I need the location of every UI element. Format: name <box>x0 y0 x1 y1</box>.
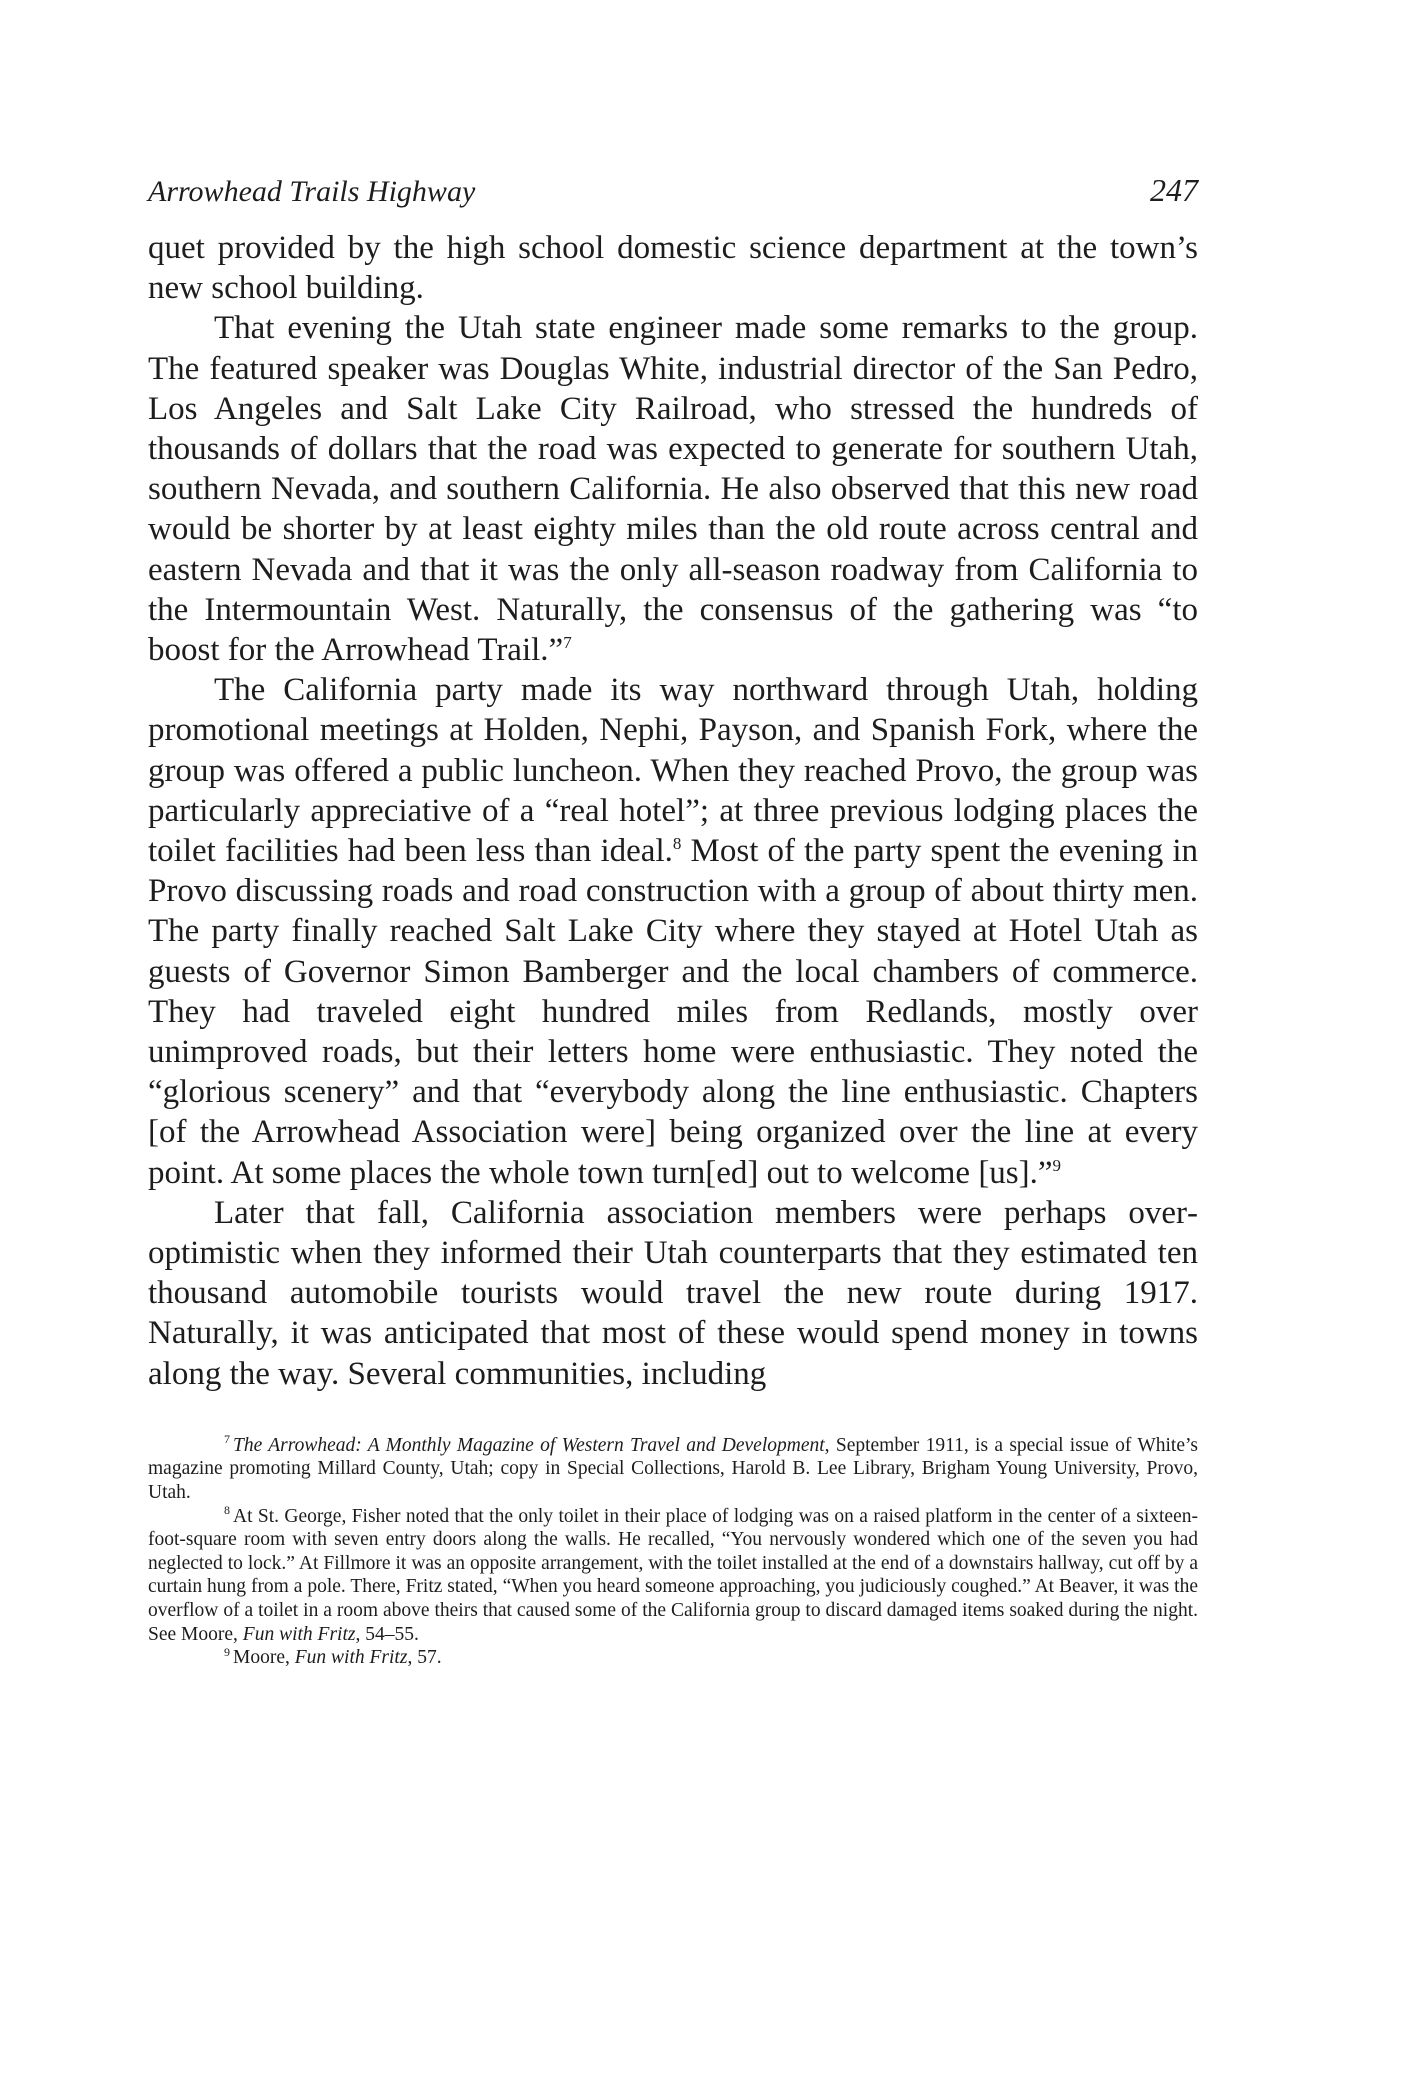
footnote-ref-8[interactable]: 8 <box>672 834 682 854</box>
footnote-9-number: 9 <box>224 1644 230 1659</box>
footnote-9 <box>148 1646 1198 1670</box>
paragraph-3-text-b: Most of the party spent the evening in Provo discussing roads and road construction with a group of about thirty men. The party finally reached Salt Lake City where they stayed at Hotel Utah as guests of Governor Simon Bamberger and the local chambers of commerce. They had traveled eight hundred miles from Redlands, mostly over unimproved roads, but their letters home were enthusiastic. They noted the “glorious scenery” and that “everybody along the line enthusiastic. Chapters [of the Arrowhead Association were] being organized over the line at every point. At some places the whole town turn[ed] out to welcome [us].” <box>148 833 1198 1191</box>
footnote-ref-7[interactable]: 7 <box>563 633 572 653</box>
running-head-title: Arrowhead Trails Highway <box>148 175 476 208</box>
footnote-8 <box>148 1505 1198 1647</box>
footnote-8-number: 8 <box>224 1503 230 1518</box>
paragraph-1 <box>148 228 1198 308</box>
footnote-9-text-a: Moore, <box>233 1647 295 1669</box>
paragraph-4-text: Later that fall, California association members were perhaps overoptimistic when they informed their Utah counterparts that they estimated ten thousand automobile tourists would travel the new route during 1917. Naturally, it was anticipated that most of these would spend money in towns along the way. Several communities, including <box>148 1194 1198 1392</box>
footnote-8-text-a: At St. George, Fisher noted that the only toilet in their place of lodging was on a raised platform in the center of a sixteen-foot-square room with seven entry doors along the walls. He recalled, “You nervously wondered which one of the seven you had neglected to lock.” At Fillmore it was an opposite arrangement, with the toilet installed at the end of a downstairs hallway, cut off by a curtain hung from a pole. There, Fritz stated, “When you heard someone approaching, you judiciously coughed.” At Beaver, it was the overflow of a toilet in a room above theirs that caused some of the California group to discard damaged items soaked during the night. See Moore, <box>148 1505 1198 1645</box>
paragraph-3-text-a: The California party made its way northward through Utah, holding promotional meetings at Holden, Nephi, Payson, and Spanish Fork, where the group was offered a public luncheon. When they reached Provo, the group was particularly appreciative of a “real hotel”; at three previous lodging places the toilet facilities had been less than ideal. <box>148 672 1198 870</box>
paragraph-2-text: That evening the Utah state engineer made some remarks to the group. The featured speaker was Douglas White, industrial director of the San Pedro, Los Angeles and Salt Lake City Railroad, who stressed the hundreds of thousands of dollars that the road was expected to generate for southern Utah, southern Nevada, and southern California. He also observed that this new road would be shorter by at least eighty miles than the old route across central and eastern Nevada and that it was the only all-season roadway from California to the Intermountain West. Naturally, the consensus of the gathering was “to boost for the Arrowhead Trail.” <box>148 310 1198 669</box>
footnotes <box>148 1434 1198 1670</box>
footnote-7-number: 7 <box>224 1432 230 1447</box>
footnote-8-text-b: , 54–55. <box>355 1623 419 1645</box>
footnote-7 <box>148 1434 1198 1505</box>
footnote-7-title: The Arrowhead: A Monthly Magazine of Western Travel and Development <box>233 1434 825 1456</box>
paragraph-1-text: quet provided by the high school domestic science department at the town’s new school building. <box>148 230 1198 307</box>
footnote-7-text: , September 1911, is a special issue of White’s magazine promoting Millard County, Utah; copy in Special Collections, Harold B. Lee Library, Brigham Young University, Provo, Utah. <box>148 1434 1198 1504</box>
footnote-8-title: Fun with Fritz <box>242 1623 356 1645</box>
paragraph-2 <box>148 308 1198 670</box>
paragraph-3 <box>148 670 1198 1193</box>
body-text <box>148 228 1198 1394</box>
footnote-9-text-b: , 57. <box>407 1647 442 1669</box>
footnote-ref-9[interactable]: 9 <box>1052 1155 1062 1175</box>
journal-page <box>148 172 1198 1670</box>
paragraph-4 <box>148 1193 1198 1394</box>
footnote-9-title: Fun with Fritz <box>294 1647 408 1669</box>
page-number: 247 <box>1150 172 1198 208</box>
running-head <box>148 172 1198 218</box>
